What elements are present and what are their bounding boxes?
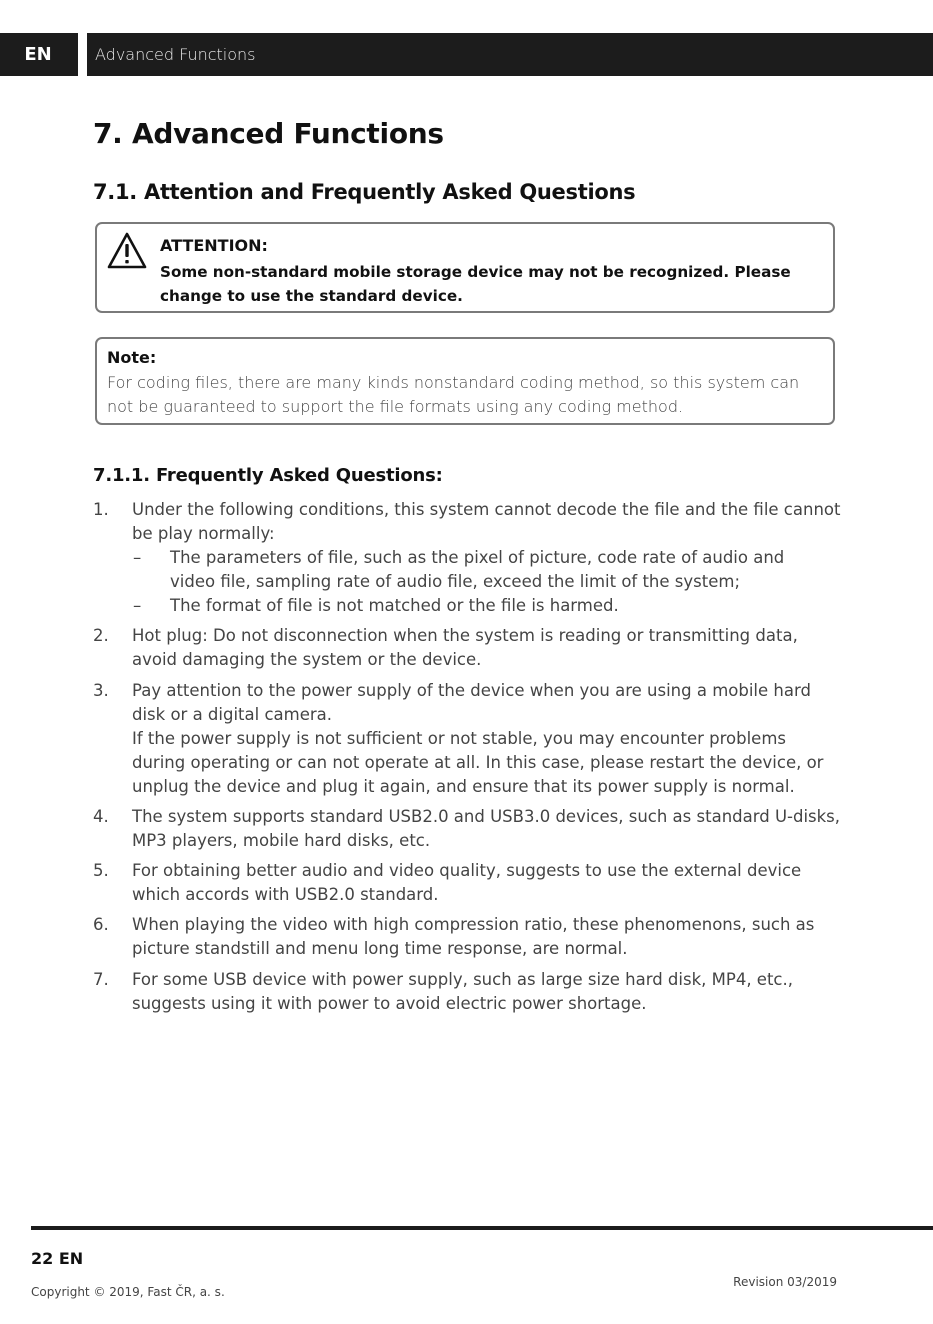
faq-number: 4. (93, 807, 109, 826)
faq-number: 5. (93, 861, 109, 880)
list-dash: – (133, 548, 142, 567)
faq-subitem-text: The parameters of file, such as the pixel of picture, code rate of audio and video file, sampling rate of audio file, exceed the limit of the system; (170, 548, 785, 591)
attention-text: Some non-standard mobile storage device may not be recognized. Please change to use the standard device. (160, 263, 791, 305)
faq-text: For some USB device with power supply, such as large size hard disk, MP4, etc., suggests using it with power to avoid electric power shortage. (132, 970, 793, 1013)
faq-text: For obtaining better audio and video quality, suggests to use the external device which accords with USB2.0 standard. (132, 861, 802, 904)
note-box (95, 337, 835, 425)
faq-number: 1. (93, 500, 109, 519)
faq-text: Hot plug: Do not disconnection when the system is reading or transmitting data, avoid damaging the system or the device. (132, 626, 798, 669)
chapter-title: 7. Advanced Functions (93, 117, 444, 150)
subsection-title: 7.1.1. Frequently Asked Questions: (93, 465, 443, 486)
attention-box (95, 222, 835, 313)
list-dash: – (133, 596, 142, 615)
faq-number: 6. (93, 915, 109, 934)
page-number: 22 EN (31, 1249, 84, 1268)
faq-text-continued: If the power supply is not sufficient or not stable, you may encounter problems during operating or can not operate at all. In this case, please restart the device, or unplug the device and plug it again, and ensure that its power supply is normal. (132, 729, 824, 796)
faq-text: When playing the video with high compression ratio, these phenomenons, such as picture standstill and menu long time response, are normal. (132, 915, 815, 958)
faq-text: Pay attention to the power supply of the device when you are using a mobile hard disk or a digital camera. (132, 681, 811, 724)
header-separator (78, 33, 87, 76)
faq-subitem-text: The format of file is not matched or the file is harmed. (170, 596, 619, 615)
faq-number: 7. (93, 970, 109, 989)
faq-number: 2. (93, 626, 109, 645)
faq-text: The system supports standard USB2.0 and USB3.0 devices, such as standard U-disks, MP3 players, mobile hard disks, etc. (132, 807, 841, 850)
revision-label: Revision 03/2019 (733, 1275, 837, 1289)
note-text: For coding files, there are many kinds nonstandard coding method, so this system can not be guaranteed to support the file formats using any coding method. (107, 373, 800, 416)
faq-number: 3. (93, 681, 109, 700)
warning-triangle-icon (106, 230, 148, 272)
header-title: Advanced Functions (95, 45, 256, 64)
note-title: Note: (107, 348, 157, 367)
footer-rule (31, 1226, 933, 1230)
faq-text: Under the following conditions, this system cannot decode the file and the file cannot be play normally: (132, 500, 841, 543)
section-title: 7.1. Attention and Frequently Asked Questions (93, 180, 636, 204)
language-label: EN (24, 44, 52, 65)
copyright-label: Copyright © 2019, Fast ČR, a. s. (31, 1285, 225, 1299)
attention-title: ATTENTION: (160, 236, 268, 255)
